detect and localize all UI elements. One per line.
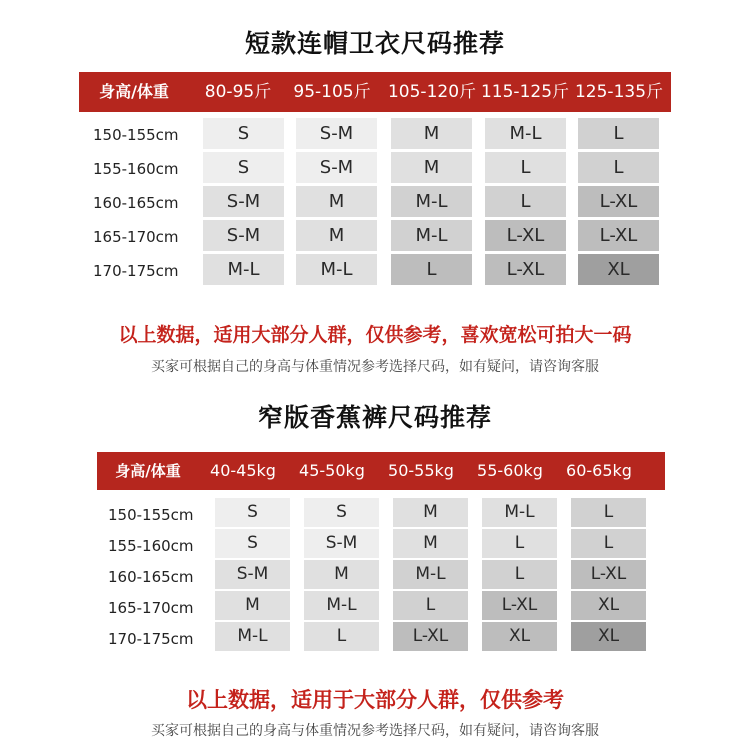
table2-col-header: 50-55kg xyxy=(388,461,454,480)
table1-title: 短款连帽卫衣尺码推荐 xyxy=(244,29,505,58)
table2-size-cell: M-L xyxy=(215,622,290,651)
table1-size-cell: M-L xyxy=(391,186,472,217)
table2-header-bar xyxy=(97,452,665,490)
table2-row-label: 155-160cm xyxy=(108,537,194,555)
table2-row-label: 160-165cm xyxy=(108,568,194,586)
table1-col-header: 115-125斤 xyxy=(480,82,570,102)
table1-row-label: 155-160cm xyxy=(93,160,179,178)
table2-size-cell: M-L xyxy=(393,560,468,589)
table2-size-cell: M-L xyxy=(304,591,379,620)
table2-size-cell: XL xyxy=(571,622,646,651)
table2-size-cell: L xyxy=(304,622,379,651)
table1-size-cell: M-L xyxy=(296,254,377,285)
table1-col-header: 105-120斤 xyxy=(387,82,477,102)
table1-size-cell: L-XL xyxy=(578,220,659,251)
table1-size-cell: L xyxy=(578,152,659,183)
table1-size-cell: L xyxy=(485,186,566,217)
table1-size-cell: L-XL xyxy=(578,186,659,217)
table2-size-cell: M xyxy=(215,591,290,620)
table1-size-cell: L xyxy=(578,118,659,149)
table1-col-header: 125-135斤 xyxy=(574,82,664,102)
table1-size-cell: S-M xyxy=(203,186,284,217)
table2-size-cell: L-XL xyxy=(482,591,557,620)
table1-size-cell: S-M xyxy=(296,118,377,149)
table2-size-cell: L xyxy=(571,498,646,527)
table2-size-cell: XL xyxy=(482,622,557,651)
table1-col-header: 95-105斤 xyxy=(293,82,371,102)
table2-size-cell: M-L xyxy=(482,498,557,527)
table1-row-label: 170-175cm xyxy=(93,262,179,280)
table2-size-cell: L xyxy=(571,529,646,558)
table2-size-cell: L xyxy=(393,591,468,620)
table1-size-cell: S xyxy=(203,118,284,149)
table2-col-header: 45-50kg xyxy=(299,461,365,480)
table2-size-cell: L-XL xyxy=(571,560,646,589)
table1-size-cell: L xyxy=(485,152,566,183)
table2-header-label: 身高/体重 xyxy=(115,462,181,480)
table2-size-cell: M xyxy=(393,498,468,527)
table1-size-cell: M xyxy=(391,118,472,149)
table2-size-cell: S xyxy=(304,498,379,527)
table1-size-cell: M xyxy=(391,152,472,183)
table2-size-cell: S-M xyxy=(304,529,379,558)
table2-size-cell: L xyxy=(482,529,557,558)
table1-note-red: 以上数据，适用大部分人群，仅供参考，喜欢宽松可拍大一码 xyxy=(118,324,632,346)
table1-size-cell: XL xyxy=(578,254,659,285)
table2-size-cell: S xyxy=(215,498,290,527)
table1-note-gray: 买家可根据自己的身高与体重情况参考选择尺码，如有疑问，请咨询客服 xyxy=(151,359,599,375)
table2-col-header: 60-65kg xyxy=(566,461,632,480)
table2-size-cell: L-XL xyxy=(393,622,468,651)
table2-size-cell: S-M xyxy=(215,560,290,589)
table1-header-label: 身高/体重 xyxy=(99,82,169,101)
table1-size-cell: M-L xyxy=(391,220,472,251)
table1-size-cell: M xyxy=(296,220,377,251)
table1-size-cell: L-XL xyxy=(485,220,566,251)
table1-size-cell: S-M xyxy=(203,220,284,251)
table2-size-cell: L xyxy=(482,560,557,589)
table1-size-cell: L-XL xyxy=(485,254,566,285)
table1-size-cell: M-L xyxy=(485,118,566,149)
table2-size-cell: M xyxy=(393,529,468,558)
table1-header-bar xyxy=(79,72,671,112)
table2-size-cell: M xyxy=(304,560,379,589)
table2-title: 窄版香蕉裤尺码推荐 xyxy=(257,403,492,432)
table2-row-label: 150-155cm xyxy=(108,506,194,524)
table2-row-label: 170-175cm xyxy=(108,630,194,648)
table2-row-label: 165-170cm xyxy=(108,599,194,617)
table2-col-header: 40-45kg xyxy=(210,461,276,480)
table2-size-cell: S xyxy=(215,529,290,558)
table2-size-cell: XL xyxy=(571,591,646,620)
table1-size-cell: S-M xyxy=(296,152,377,183)
table2-note-red: 以上数据，适用于大部分人群，仅供参考 xyxy=(186,688,564,712)
table1-col-header: 80-95斤 xyxy=(204,82,272,102)
table1-size-cell: L xyxy=(391,254,472,285)
table1-size-cell: M-L xyxy=(203,254,284,285)
table1-row-label: 150-155cm xyxy=(93,126,179,144)
table1-size-cell: M xyxy=(296,186,377,217)
table2-col-header: 55-60kg xyxy=(477,461,543,480)
table2-note-gray: 买家可根据自己的身高与体重情况参考选择尺码，如有疑问，请咨询客服 xyxy=(151,723,599,739)
table1-row-label: 160-165cm xyxy=(93,194,179,212)
table1-size-cell: S xyxy=(203,152,284,183)
table1-row-label: 165-170cm xyxy=(93,228,179,246)
